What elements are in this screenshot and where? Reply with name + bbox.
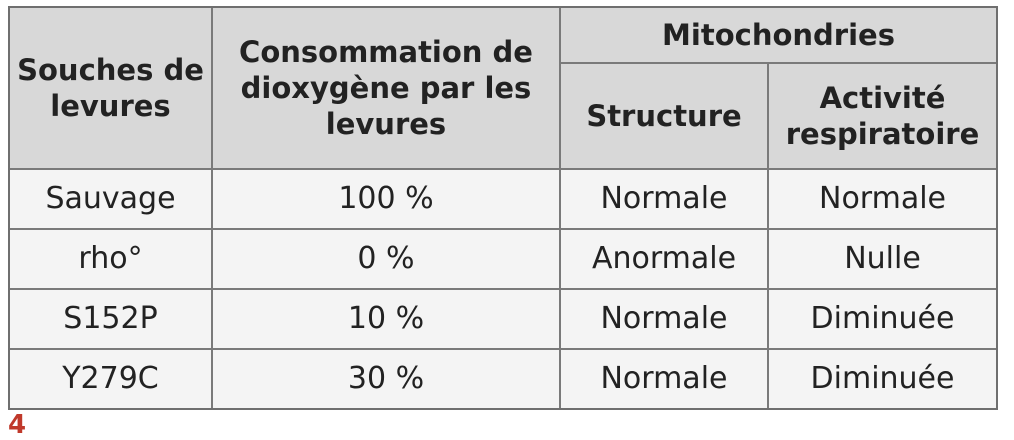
cell-oxygen: 30 % [212,349,560,408]
cell-strain: S152P [10,289,212,349]
table-row [10,229,996,289]
cell-structure: Normale [560,289,768,349]
header-respiratory-activity: Activité respiratoire [768,63,996,169]
header-oxygen-consumption: Consommation de dioxygène par les levures [212,8,560,169]
data-table-frame [8,6,998,410]
cell-structure: Normale [560,169,768,229]
cell-activity: Diminuée [768,289,996,349]
header-structure: Structure [560,63,768,169]
cell-strain: rho° [10,229,212,289]
header-row-1 [10,8,996,63]
cell-oxygen: 0 % [212,229,560,289]
cell-strain: Sauvage [10,169,212,229]
cell-strain: Y279C [10,349,212,408]
header-mitochondria: Mitochondries [560,8,996,63]
cell-oxygen: 10 % [212,289,560,349]
figure-caption-partial [8,410,998,440]
cell-activity: Normale [768,169,996,229]
cell-activity: Diminuée [768,349,996,408]
cell-structure: Anormale [560,229,768,289]
table-row [10,169,996,229]
cell-structure: Normale [560,349,768,408]
cell-activity: Nulle [768,229,996,289]
table-row [10,289,996,349]
yeast-strains-table [10,8,996,408]
cell-oxygen: 100 % [212,169,560,229]
caption-number: 4 [8,410,27,440]
table-row [10,349,996,408]
header-strain: Souches de levures [10,8,212,169]
